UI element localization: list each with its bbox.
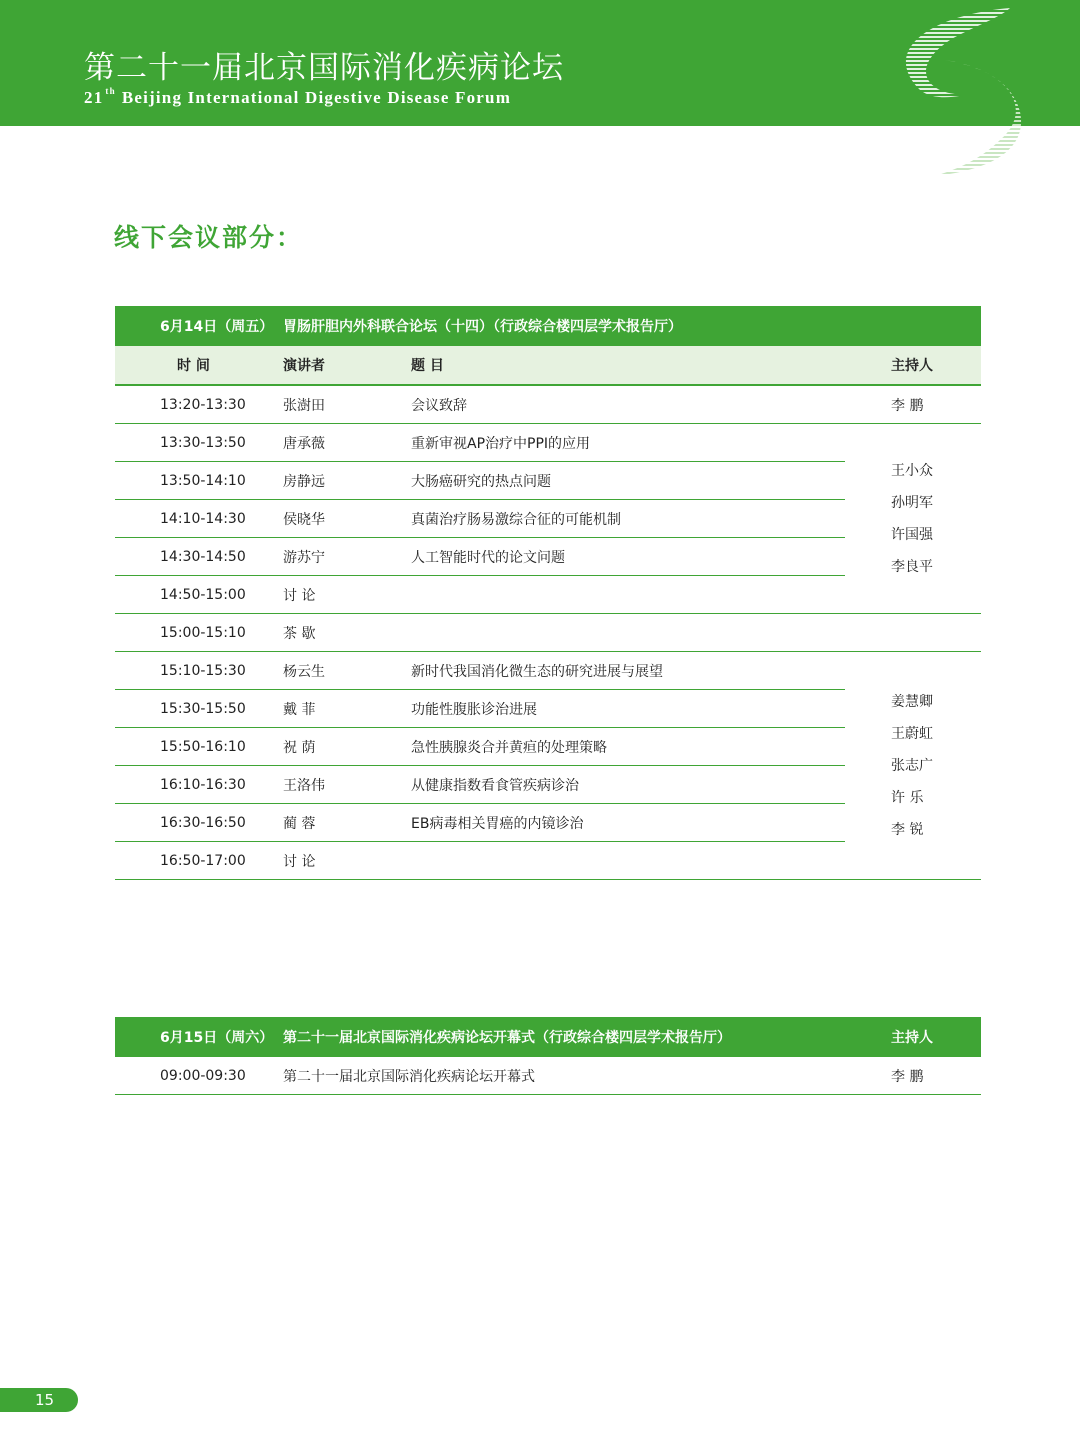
row-topic — [411, 576, 845, 614]
row-topic: 急性胰腺炎合并黄疸的处理策略 — [411, 728, 845, 766]
edition-suffix: th — [105, 86, 116, 96]
row-speaker: 房静远 — [283, 462, 411, 500]
row-speaker: 蔺 蓉 — [283, 804, 411, 842]
table-row — [115, 652, 981, 690]
row-time: 15:00-15:10 — [115, 614, 283, 652]
row-topic: 新时代我国消化微生态的研究进展与展望 — [411, 652, 845, 690]
row-time: 14:50-15:00 — [115, 576, 283, 614]
column-header-row — [115, 346, 981, 385]
row-speaker: 张澍田 — [283, 385, 411, 424]
host-name: 王蔚虹 — [891, 725, 933, 742]
row-speaker: 游苏宁 — [283, 538, 411, 576]
row-host: 李 鹏 — [845, 1057, 981, 1095]
row-time: 15:50-16:10 — [115, 728, 283, 766]
row-topic — [411, 614, 845, 652]
table-row — [115, 424, 981, 462]
host-name: 李良平 — [891, 558, 933, 575]
row-time: 15:30-15:50 — [115, 690, 283, 728]
col-topic: 题 目 — [411, 346, 845, 385]
row-topic: 人工智能时代的论文问题 — [411, 538, 845, 576]
page-number: 15 — [0, 1388, 78, 1412]
col-speaker: 演讲者 — [283, 346, 411, 385]
col-host: 主持人 — [845, 346, 981, 385]
row-topic: 功能性腹胀诊治进展 — [411, 690, 845, 728]
swoosh-logo-icon — [860, 0, 1060, 180]
host-name: 许 乐 — [891, 789, 924, 806]
table-row — [115, 614, 981, 652]
row-speaker: 祝 荫 — [283, 728, 411, 766]
col-time: 时 间 — [115, 346, 283, 385]
row-topic — [411, 842, 845, 880]
host-group — [845, 652, 981, 880]
table-header-bar — [115, 306, 981, 346]
row-speaker: 杨云生 — [283, 652, 411, 690]
host-label: 主持人 — [845, 1017, 981, 1057]
host-name: 姜慧卿 — [891, 693, 933, 710]
session-date: 6月14日（周五） — [115, 306, 283, 346]
row-host: 李 鹏 — [845, 385, 981, 424]
row-time: 16:30-16:50 — [115, 804, 283, 842]
table-header-bar — [115, 1017, 981, 1057]
row-topic: 真菌治疗肠易激综合征的可能机制 — [411, 500, 845, 538]
host-name: 张志广 — [891, 757, 933, 774]
row-time: 16:50-17:00 — [115, 842, 283, 880]
row-time: 15:10-15:30 — [115, 652, 283, 690]
row-time: 09:00-09:30 — [115, 1057, 283, 1095]
table-row — [115, 385, 981, 424]
session-title: 胃肠肝胆内外科联合论坛（十四）（行政综合楼四层学术报告厅） — [283, 306, 981, 346]
row-topic: EB病毒相关胃癌的内镜诊治 — [411, 804, 845, 842]
table-row — [115, 1057, 981, 1095]
host-name: 许国强 — [891, 526, 933, 543]
row-time: 13:50-14:10 — [115, 462, 283, 500]
row-time: 13:30-13:50 — [115, 424, 283, 462]
row-topic: 从健康指数看食管疾病诊治 — [411, 766, 845, 804]
row-topic: 大肠癌研究的热点问题 — [411, 462, 845, 500]
edition-number: 21 — [84, 88, 104, 107]
row-speaker: 讨 论 — [283, 576, 411, 614]
row-time: 13:20-13:30 — [115, 385, 283, 424]
forum-title-cn: 第二十一届北京国际消化疾病论坛 — [84, 50, 564, 86]
row-time: 16:10-16:30 — [115, 766, 283, 804]
schedule-table-june14 — [115, 306, 981, 880]
row-speaker: 戴 菲 — [283, 690, 411, 728]
row-host — [845, 614, 981, 652]
host-group — [845, 424, 981, 614]
section-title: 线下会议部分： — [114, 223, 304, 252]
schedule-table-june15 — [115, 1017, 981, 1095]
session-date: 6月15日（周六） — [115, 1017, 283, 1057]
row-speaker: 唐承薇 — [283, 424, 411, 462]
row-time: 14:10-14:30 — [115, 500, 283, 538]
host-name: 王小众 — [891, 462, 933, 479]
row-topic: 会议致辞 — [411, 385, 845, 424]
row-speaker: 王洛伟 — [283, 766, 411, 804]
row-speaker: 侯晓华 — [283, 500, 411, 538]
row-event: 第二十一届北京国际消化疾病论坛开幕式 — [283, 1057, 845, 1095]
forum-title-en — [84, 86, 511, 108]
forum-name-en: Beijing International Digestive Disease Forum — [121, 88, 512, 107]
session-title: 第二十一届北京国际消化疾病论坛开幕式（行政综合楼四层学术报告厅） — [283, 1017, 845, 1057]
host-name: 孙明军 — [891, 494, 933, 511]
row-speaker: 讨 论 — [283, 842, 411, 880]
host-name: 李 锐 — [891, 821, 924, 838]
row-topic: 重新审视AP治疗中PPI的应用 — [411, 424, 845, 462]
row-time: 14:30-14:50 — [115, 538, 283, 576]
row-speaker: 茶 歇 — [283, 614, 411, 652]
